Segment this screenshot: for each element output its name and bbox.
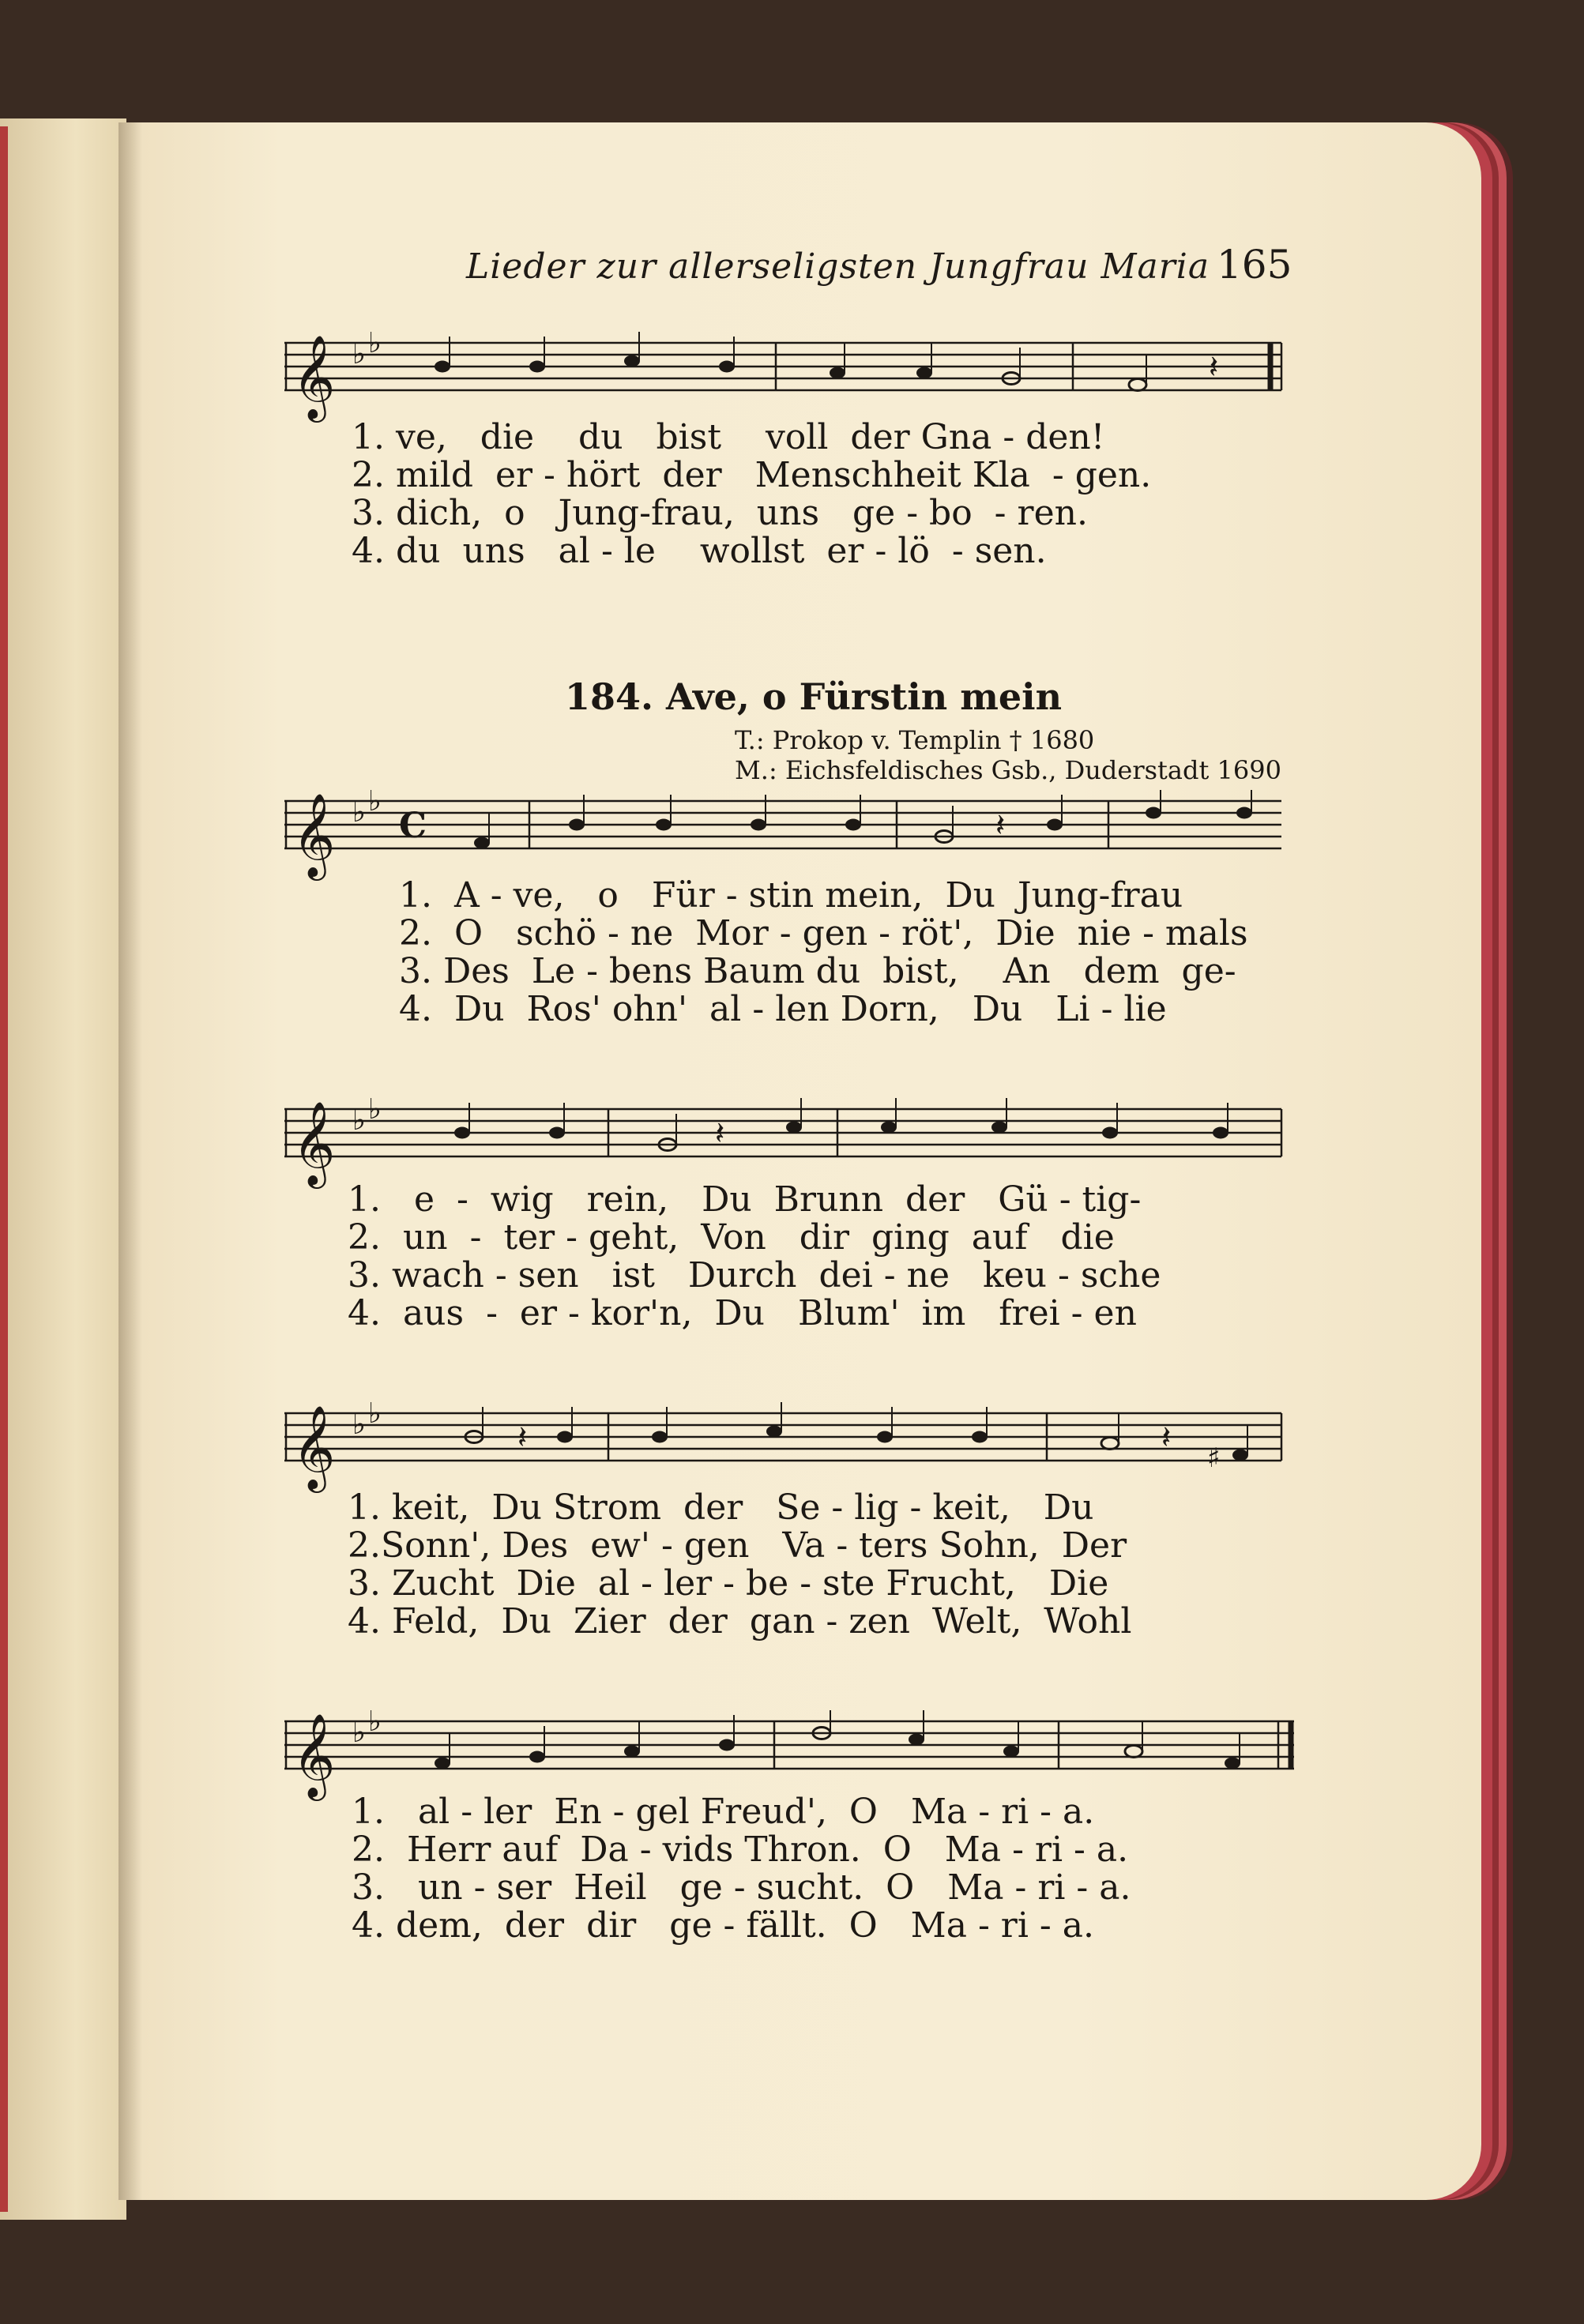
svg-text:♭: ♭ <box>368 332 382 359</box>
verse-line: 3. un - ser Heil ge - sucht. O Ma - ri - a. <box>352 1867 1131 1908</box>
verse-line: 1. A - ve, o Für - stin mein, Du Jung-frau <box>399 875 1183 916</box>
svg-text:♯: ♯ <box>1207 1442 1221 1474</box>
verse-line: 4. Du Ros' ohn' al - len Dorn, Du Li - lie <box>399 989 1167 1029</box>
page-number: 165 <box>1217 242 1292 288</box>
verse-line: 1. e - wig rein, Du Brunn der Gü - tig- <box>348 1179 1142 1220</box>
svg-text:♭: ♭ <box>368 1710 382 1738</box>
verse-line: 3. dich, o Jung-frau, uns ge - bo - ren. <box>352 493 1088 533</box>
svg-text:♭: ♭ <box>352 1408 366 1441</box>
left-page-edge <box>0 118 126 2220</box>
svg-text:♭: ♭ <box>352 338 366 370</box>
svg-text:♭: ♭ <box>368 1402 382 1430</box>
svg-text:𝄞: 𝄞 <box>292 1713 336 1797</box>
page-gutter <box>119 122 142 2200</box>
svg-text:♭: ♭ <box>352 796 366 829</box>
svg-text:♭: ♭ <box>352 1104 366 1137</box>
verse-line: 4. dem, der dir ge - fällt. O Ma - ri - a. <box>352 1905 1094 1946</box>
music-staff-2 <box>284 790 1288 885</box>
verse-line: 4. aus - er - kor'n, Du Blum' im frei - en <box>348 1293 1137 1333</box>
svg-text:𝄞: 𝄞 <box>292 1100 336 1185</box>
music-staff-3 <box>284 1098 1288 1193</box>
verse-line: 2.Sonn', Des ew' - gen Va - ters Sohn, Der <box>348 1525 1127 1566</box>
verse-line: 2. mild er - hört der Menschheit Kla - gen. <box>352 455 1152 495</box>
music-staff-1 <box>284 332 1288 427</box>
svg-text:𝄞: 𝄞 <box>292 1405 336 1489</box>
verse-line: 2. un - ter - geht, Von dir ging auf die <box>348 1217 1115 1258</box>
running-header: Lieder zur allerseligsten Jungfrau Maria <box>466 246 1210 287</box>
verse-line: 2. O schö - ne Mor - gen - röt', Die nie - mals <box>399 913 1248 953</box>
verse-line: 3. Des Le - bens Baum du bist, An dem ge- <box>399 951 1236 991</box>
text-credit: T.: Prokop v. Templin † 1680 <box>735 725 1095 755</box>
verse-line: 1. keit, Du Strom der Se - lig - keit, Du <box>348 1487 1094 1528</box>
svg-text:𝄽: 𝄽 <box>995 807 1006 844</box>
left-red-edge <box>0 126 8 2212</box>
hymn-title: 184. Ave, o Fürstin mein <box>565 675 1063 718</box>
verse-line: 4. Feld, Du Zier der gan - zen Welt, Wohl <box>348 1601 1132 1641</box>
verse-line: 1. ve, die du bist voll der Gna - den! <box>352 417 1105 457</box>
svg-text:C: C <box>399 806 427 846</box>
svg-text:𝄞: 𝄞 <box>292 334 336 419</box>
music-staff-4 <box>284 1402 1288 1497</box>
svg-text:𝄽: 𝄽 <box>715 1115 725 1152</box>
svg-text:♭: ♭ <box>368 1098 382 1126</box>
verse-line: 4. du uns al - le wollst er - lö - sen. <box>352 531 1047 571</box>
svg-text:♭: ♭ <box>352 1717 366 1749</box>
verse-line: 3. wach - sen ist Durch dei - ne keu - sche <box>348 1255 1161 1295</box>
verse-line: 3. Zucht Die al - ler - be - ste Frucht, Die <box>348 1563 1109 1604</box>
verse-line: 1. al - ler En - gel Freud', O Ma - ri - a. <box>352 1792 1095 1832</box>
svg-text:𝄞: 𝄞 <box>292 792 336 877</box>
svg-text:𝄽: 𝄽 <box>1209 349 1219 385</box>
svg-text:𝄽: 𝄽 <box>1161 1420 1172 1456</box>
melody-credit: M.: Eichsfeldisches Gsb., Duderstadt 1690 <box>735 755 1281 785</box>
svg-text:𝄽: 𝄽 <box>517 1420 528 1456</box>
verse-line: 2. Herr auf Da - vids Thron. O Ma - ri - a. <box>352 1829 1129 1870</box>
music-staff-5 <box>284 1710 1304 1805</box>
svg-text:♭: ♭ <box>368 790 382 818</box>
